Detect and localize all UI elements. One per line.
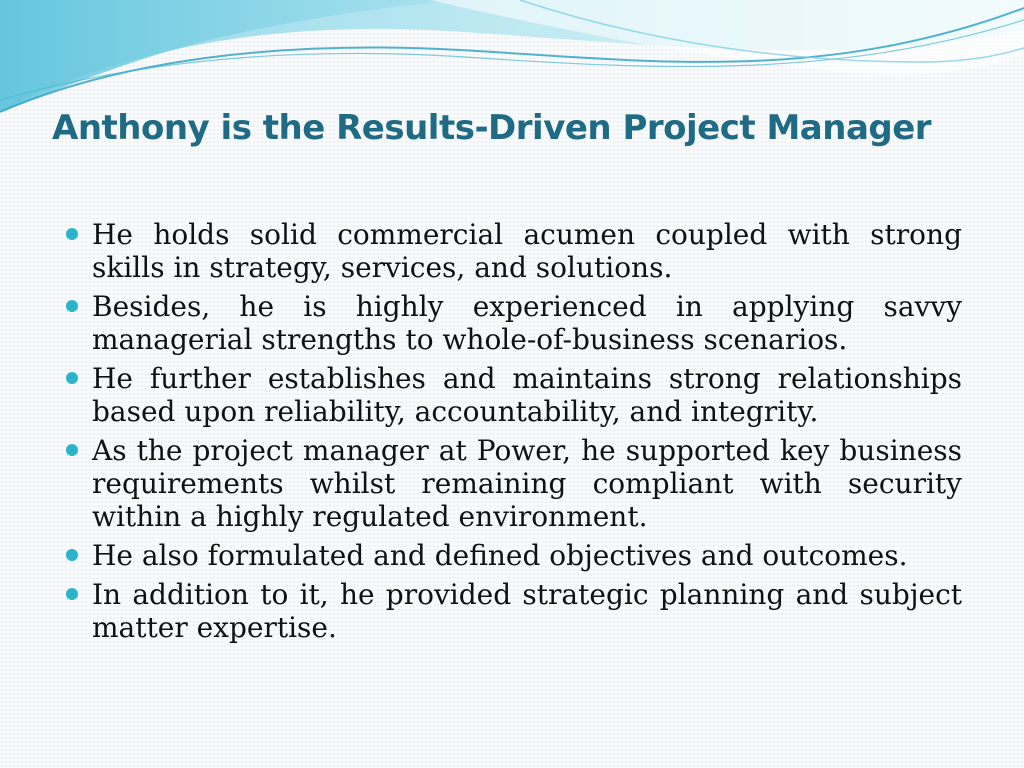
bullet-item (64, 434, 962, 533)
bullet-dot-icon (66, 372, 78, 384)
bullet-text: As the project manager at Power, he supported key business requirements whilst remaining compliant with security within a highly regulated environment. (92, 434, 962, 533)
bullet-dot-icon (66, 228, 78, 240)
bullet-item (64, 290, 962, 356)
bullet-text: He holds solid commercial acumen coupled with strong skills in strategy, services, and solutions. (92, 218, 962, 284)
slide-title: Anthony is the Results-Driven Project Manager (52, 108, 932, 148)
bullet-text: He further establishes and maintains strong relationships based upon reliability, accountability, and integrity. (92, 362, 962, 428)
bullet-item (64, 578, 962, 644)
bullet-item (64, 362, 962, 428)
bullet-dot-icon (66, 300, 78, 312)
bullet-dot-icon (66, 549, 78, 561)
bullet-dot-icon (66, 588, 78, 600)
bullet-text: He also formulated and defined objectives and outcomes. (92, 539, 908, 572)
bullet-item (64, 539, 962, 572)
bullet-item (64, 218, 962, 284)
bullet-text: In addition to it, he provided strategic planning and subject matter expertise. (92, 578, 962, 644)
bullet-dot-icon (66, 444, 78, 456)
bullet-list (64, 218, 962, 650)
bullet-text: Besides, he is highly experienced in applying savvy managerial strengths to whole-of-business scenarios. (92, 290, 962, 356)
